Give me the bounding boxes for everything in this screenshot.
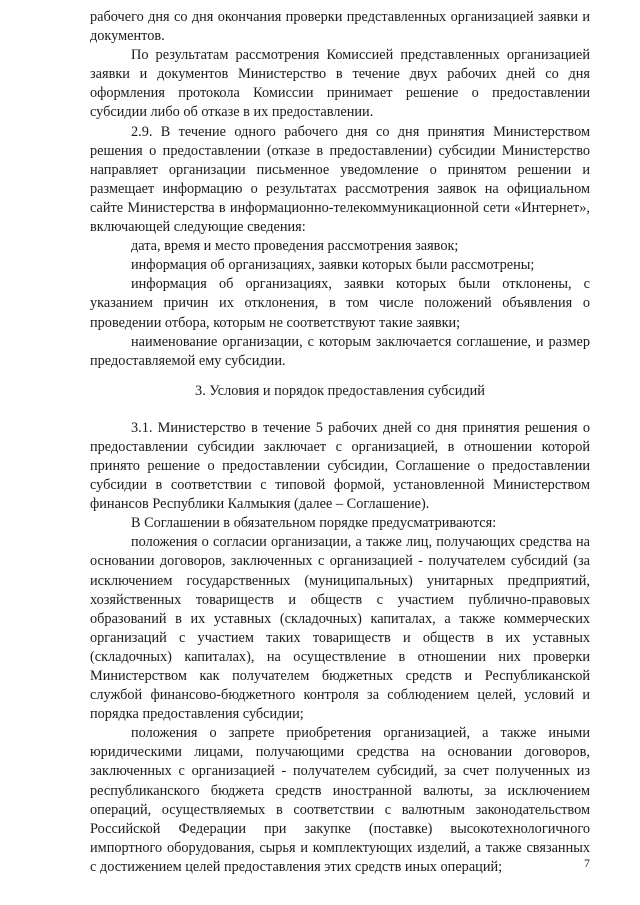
paragraph: 3.1. Министерство в течение 5 рабочих дней со дня принятия решения о предоставлении субсидии заключает с организацией, в отношении которой принято решение о предоставлении субсидии, Соглашение о предоставлении субсидии в соответствии с типовой формой, установленной Министерством финансов Республики Калмыкия (далее – Соглашение).: [90, 419, 590, 513]
paragraph: информация об организациях, заявки которых были отклонены, с указанием причин их отклонения, в том числе положений объявления о проведении отбора, которым не соответствуют такие заявки;: [90, 276, 590, 331]
paragraph: информация об организациях, заявки которых были рассмотрены;: [131, 257, 535, 274]
document-body: [90, 8, 590, 877]
paragraph: рабочего дня со дня окончания проверки представленных организацией заявки и документов.: [90, 9, 590, 45]
paragraph: В Соглашении в обязательном порядке предусматриваются:: [131, 515, 497, 532]
paragraph: положения о согласии организации, а также лиц, получающих средства на основании договоров, заключенных с организацией - получателем субсидий (за исключением государственных (муниципальных) унитарных предприятий, хозяйственных товариществ и обществ с участием публично-правовых образований в их уставных (складочных) капиталах, а также коммерческих организаций с участием таких товариществ и обществ в их уставных (складочных) капиталах), на осуществление в отношении них проверки Министерством как получателем бюджетных средств и Республиканской службой финансово-бюджетного контроля за соблюдением целей, условий и порядка предоставления субсидии;: [90, 534, 590, 723]
paragraph: дата, время и место проведения рассмотрения заявок;: [131, 238, 459, 255]
paragraph: наименование организации, с которым заключается соглашение, и размер предоставляемой ему субсидии.: [90, 333, 590, 369]
section-heading: 3. Условия и порядок предоставления субсидий: [195, 382, 485, 399]
paragraph: положения о запрете приобретения организацией, а также иными юридическими лицами, получающими средства на основании договоров, заключенных с организацией - получателем субсидий, за счет полученных из республиканского бюджета средств иностранной валюты, за исключением операций, осуществляемых в соответствии с валютным законодательством Российской Федерации при закупке (поставке) высокотехнологичного импортного оборудования, сырья и комплектующих изделий, а также связанных с достижением целей предоставления этих средств иных операций;: [90, 725, 590, 875]
paragraph: По результатам рассмотрения Комиссией представленных организацией заявки и документов Министерство в течение двух рабочих дней со дня оформления протокола Комиссии принимает решение о предоставлении субсидии либо об отказе в их предоставлении.: [90, 47, 590, 121]
paragraph: 2.9. В течение одного рабочего дня со дня принятия Министерством решения о предоставлении (отказе в предоставлении) субсидии Министерство направляет организации письменное уведомление о принятом решении и размещает информацию о результатах рассмотрения заявок на официальном сайте Министерства в информационно-телекоммуникационной сети «Интернет», включающей следующие сведения:: [90, 123, 590, 236]
page-number: 7: [584, 856, 590, 870]
